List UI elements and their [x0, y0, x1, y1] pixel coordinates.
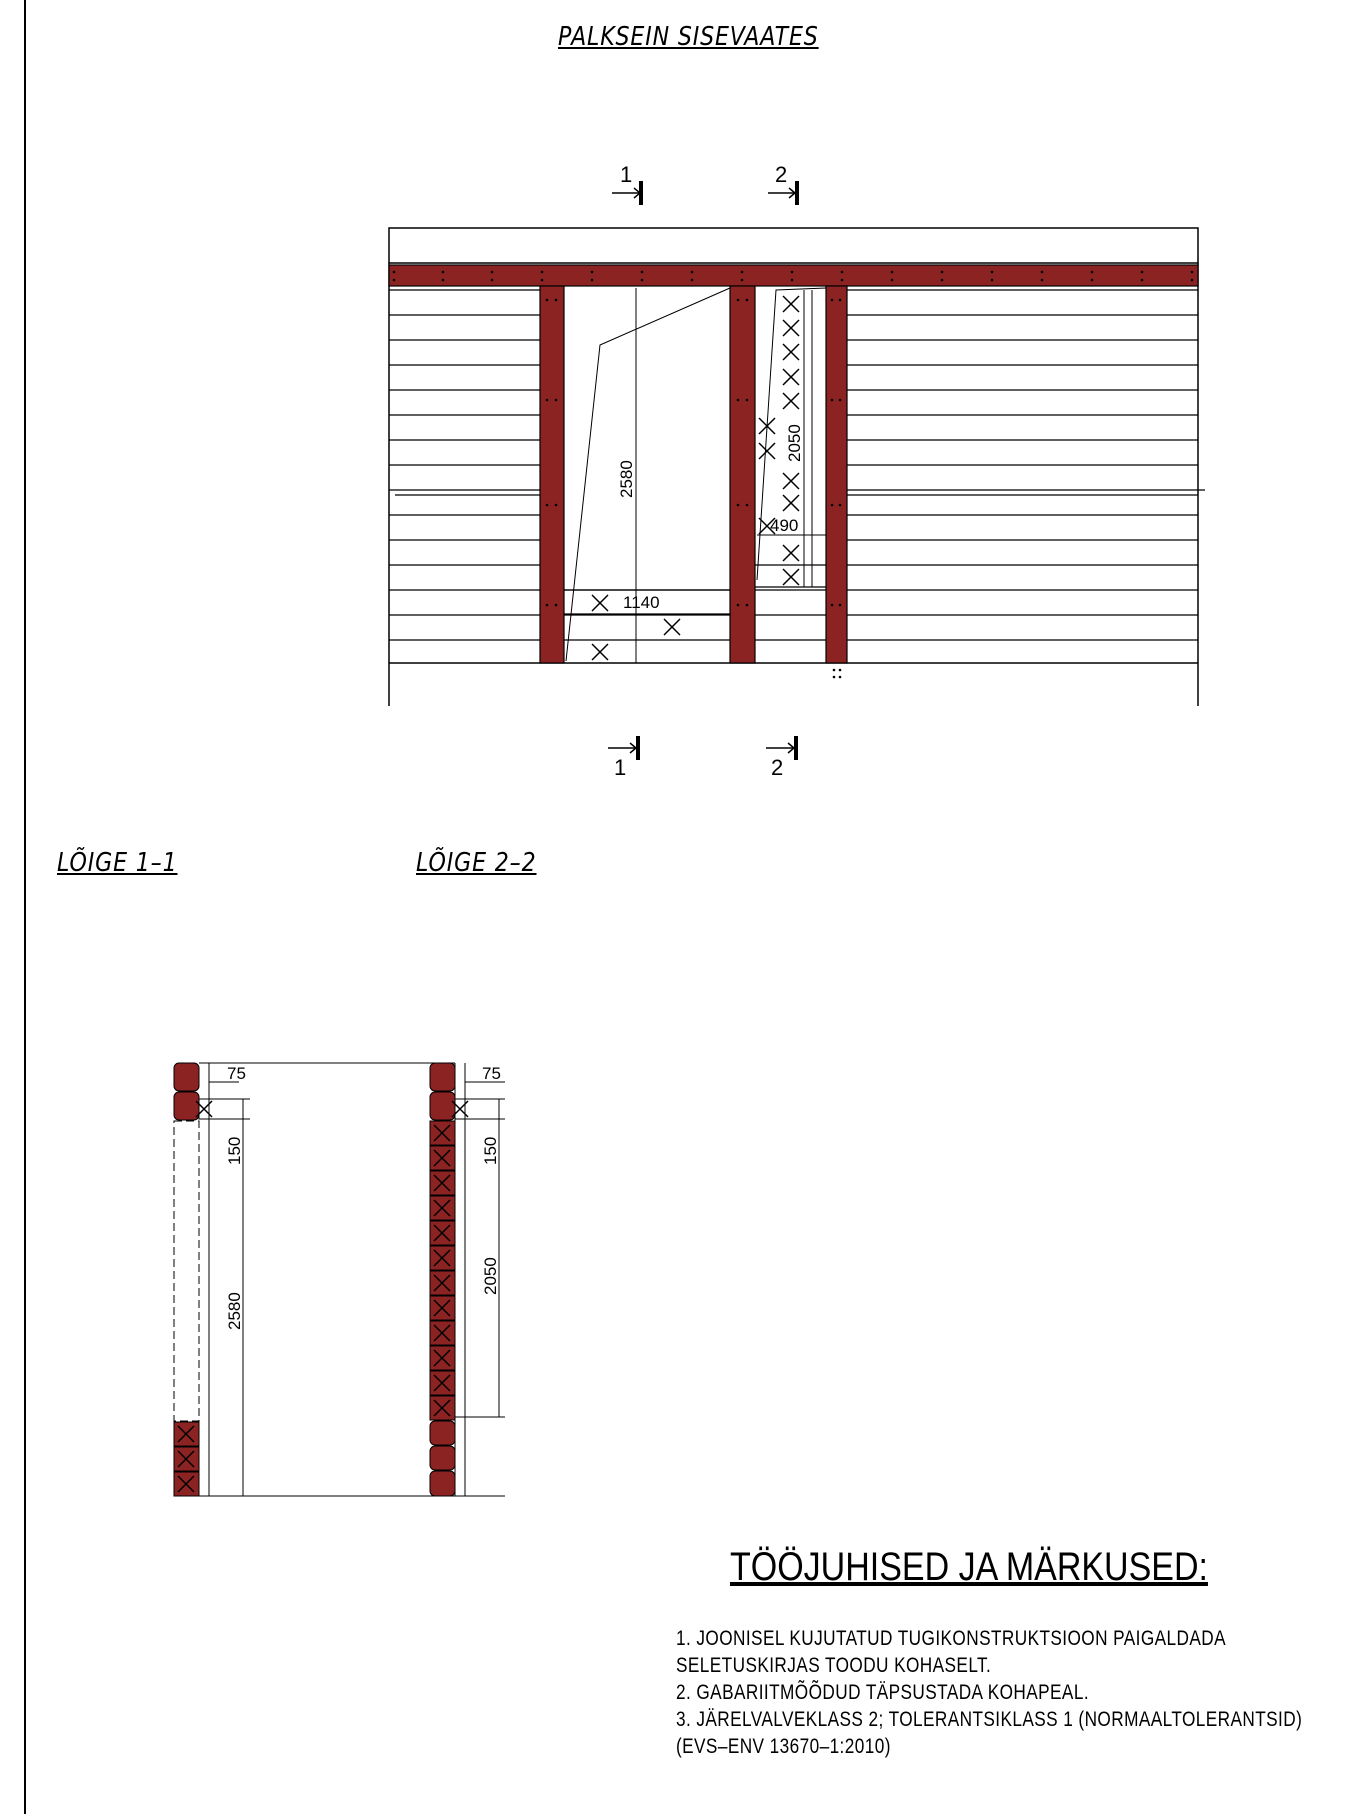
- section-mark-bottom-left: 1: [614, 755, 627, 780]
- dim-s1-lintel: 150: [225, 1136, 244, 1165]
- notes-list: [676, 1625, 1302, 1760]
- door-post-left: [540, 286, 564, 663]
- dim-s2-offset: 75: [482, 1064, 501, 1083]
- dim-window-height: 2050: [785, 424, 804, 462]
- note-line: SELETUSKIRJAS TOODU KOHASELT.: [676, 1654, 992, 1677]
- note-line: 3. JÄRELVALVEKLASS 2; TOLERANTSIKLASS 1 (NORMAALTOLERANTSID): [676, 1708, 1303, 1731]
- top-plate: [389, 265, 1198, 286]
- dim-door-width: 1140: [623, 593, 660, 612]
- dim-s1-offset: 75: [227, 1064, 246, 1083]
- note-line: 1. JOONISEL KUJUTATUD TUGIKONSTRUKTSIOON PAIGALDADA: [676, 1627, 1227, 1650]
- elevation-title: PALKSEIN SISEVAATES: [558, 22, 819, 52]
- section-mark-bottom-right: 2: [771, 755, 784, 780]
- dim-door-height: 2580: [617, 460, 636, 498]
- section-1-1: [174, 1063, 455, 1496]
- note-line: (EVS–ENV 13670–1:2010): [676, 1735, 891, 1758]
- section-2-title: LÕIGE 2–2: [416, 848, 537, 878]
- dim-window-width: 490: [770, 516, 799, 535]
- dim-s2-height: 2050: [481, 1257, 500, 1295]
- section-mark-top-left: 1: [620, 162, 633, 187]
- plate-fasteners: [393, 271, 1194, 679]
- door-post-right: [730, 286, 755, 663]
- section-1-title: LÕIGE 1–1: [57, 848, 178, 878]
- dim-s1-height: 2580: [225, 1292, 244, 1330]
- notes-heading: TÖÖJUHISED JA MÄRKUSED:: [730, 1545, 1208, 1589]
- section-mark-top-right: 2: [775, 162, 788, 187]
- wall-elevation: [389, 228, 1205, 706]
- window-post-right: [826, 286, 847, 663]
- note-line: 2. GABARIITMÕÕDUD TÄPSUSTADA KOHAPEAL.: [676, 1681, 1090, 1704]
- dim-s2-lintel: 150: [481, 1136, 500, 1165]
